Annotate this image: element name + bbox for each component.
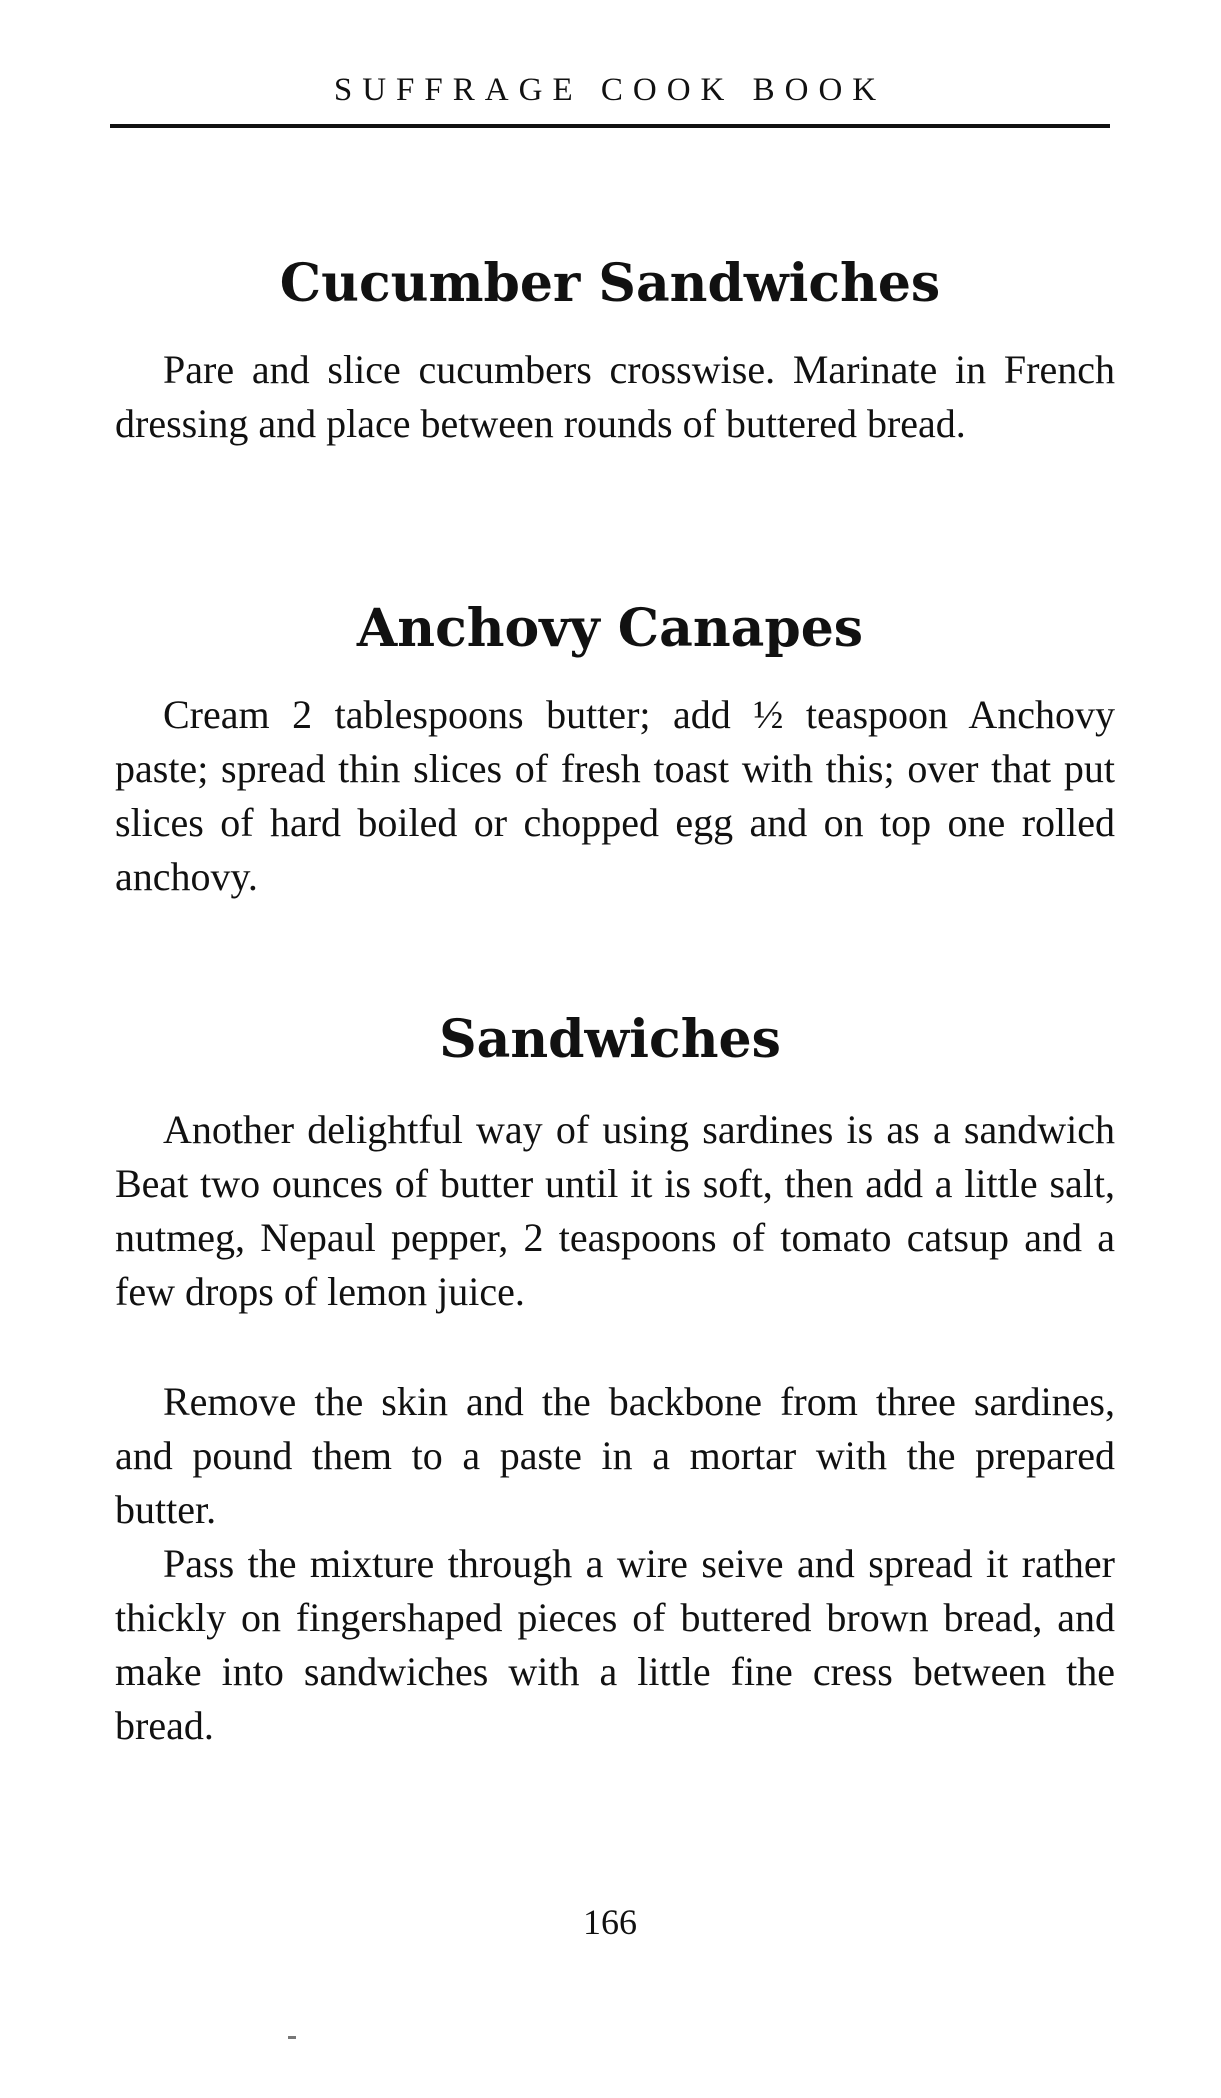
header-rule	[110, 124, 1110, 128]
recipe-title-anchovy-canapes: Anchovy Canapes	[356, 598, 864, 659]
recipe-title-sandwiches: Sandwiches	[439, 1009, 781, 1070]
recipe-text-sandwiches-3: Pass the mixture through a wire seive and spread it rather thickly on fingershaped pieces of buttered brown bread, and make into sandwiches with a little fine cress between the bread.	[115, 1541, 1115, 1748]
recipe-text-cucumber-sandwiches: Pare and slice cucumbers crosswise. Marinate in French dressing and place between rounds of buttered bread.	[115, 347, 1115, 446]
running-head: SUFFRAGE COOK BOOK	[333, 72, 887, 108]
print-speck	[288, 2036, 296, 2039]
recipe-text-sandwiches-2: Remove the skin and the backbone from three sardines, and pound them to a paste in a mortar with the prepared butter.	[115, 1379, 1115, 1532]
recipe-title-cucumber-sandwiches: Cucumber Sandwiches	[279, 253, 941, 314]
recipe-text-sandwiches-1: Another delightful way of using sardines is as a sandwich Beat two ounces of butter until it is soft, then add a little salt, nutmeg, Nepaul pepper, 2 teaspoons of tomato catsup and a few drops of lemon juice.	[115, 1107, 1115, 1314]
recipe-text-anchovy-canapes: Cream 2 tablespoons butter; add ½ teaspoon Anchovy paste; spread thin slices of fresh toast with this; over that put slices of hard boiled or chopped egg and on top one rolled anchovy.	[115, 692, 1115, 899]
page-number: 166	[583, 1902, 637, 1942]
